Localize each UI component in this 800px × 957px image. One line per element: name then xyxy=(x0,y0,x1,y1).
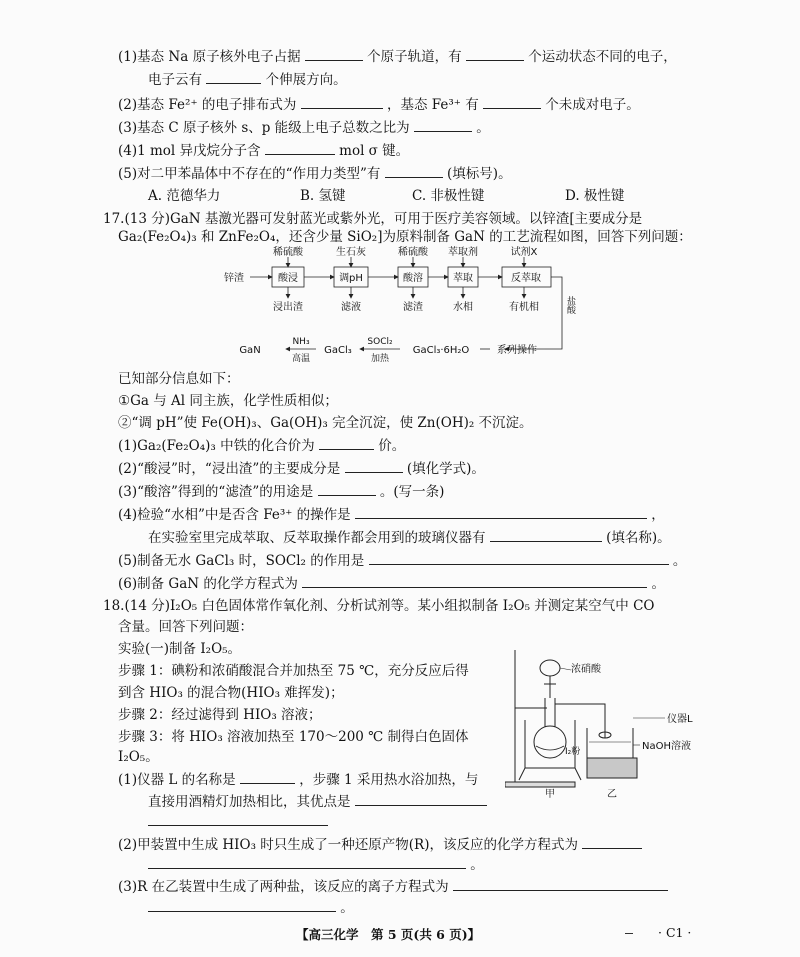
flow-output: 滤渣 xyxy=(403,302,423,313)
flow-reagent: 试剂X xyxy=(510,247,538,258)
process-flow-diagram xyxy=(220,245,580,365)
q17-sub2: (2)“酸浸”时，“浸出渣”的主要成分是 (填化学式)。 xyxy=(118,461,485,477)
flow-reagent: 稀硫酸 xyxy=(398,247,428,258)
delivery-tube xyxy=(555,704,605,738)
apparatus-diagram xyxy=(505,650,705,800)
option-d: D. 极性键 xyxy=(565,188,625,204)
flow-start: 锌渣 xyxy=(224,273,244,284)
page-footer: 【高三化学 第 5 页(共 6 页)】 xyxy=(296,927,481,942)
answer-blank[interactable] xyxy=(490,528,602,542)
q17-sub1: (1)Ga₂(Fe₂O₄)₃ 中铁的化合价为 价。 xyxy=(118,438,406,454)
q18-sub1-cont: 直接用酒精灯加热相比，其优点是 xyxy=(148,792,487,811)
flow-output: 水相 xyxy=(453,302,473,313)
separatory-funnel xyxy=(540,660,560,676)
flow-reagent: 生石灰 xyxy=(336,247,366,258)
q18-step2: 步骤 2：经过滤得到 HIO₃ 溶液； xyxy=(118,707,322,723)
answer-blank[interactable] xyxy=(265,141,335,155)
flow-condition: SOCl₂ xyxy=(367,337,393,347)
q17-sub4: (4)检验“水相”中是否含 Fe³⁺ 的操作是 ， xyxy=(118,507,665,523)
flow-output: 有机相 xyxy=(509,302,539,313)
flow-condition: 高温 xyxy=(291,354,311,364)
q17-info-1: ①Ga 与 Al 同主族，化学性质相似； xyxy=(118,393,338,409)
q18-sub2-cont: 。 xyxy=(148,855,484,874)
answer-blank[interactable] xyxy=(466,47,524,61)
q18-sub2: (2)甲装置中生成 HIO₃ 时只生成了一种还原产物(R)，该反应的化学方程式为 xyxy=(118,835,642,854)
label-yi: 乙 xyxy=(607,789,617,800)
q16-part4: (4)1 mol 异戊烷分子含 mol σ 键。 xyxy=(118,143,410,159)
q18-step1: 步骤 1：碘粉和浓硝酸混合并加热至 75 ℃，充分反应后得 xyxy=(118,663,469,679)
option-a: A. 范德华力 xyxy=(148,188,221,204)
answer-blank[interactable] xyxy=(582,835,642,849)
answer-blank[interactable] xyxy=(318,482,376,496)
flow-final: GaN xyxy=(239,345,261,356)
q18-stem-1: 18.(14 分)I₂O₅ 白色固体常作氧化剂、分析试剂等。某小组拟制备 I₂O₅ 并测定某空气中 CO xyxy=(103,598,655,614)
flow-condition: 加热 xyxy=(370,354,390,364)
lab-jack xyxy=(587,758,637,778)
q18-sub3-cont: 。 xyxy=(148,898,354,917)
answer-blank[interactable] xyxy=(369,551,669,565)
q17-sub6: (6)制备 GaN 的化学方程式为 。 xyxy=(118,576,665,592)
answer-blank[interactable] xyxy=(240,770,295,784)
answer-blank[interactable] xyxy=(301,95,383,109)
q16-part5: (5)对二甲苯晶体中不存在的“作用力类型”有 (填标号)。 xyxy=(118,166,512,182)
answer-blank[interactable] xyxy=(148,898,336,912)
q18-step1-cont: 到含 HIO₃ 的混合物(HIO₃ 难挥发)； xyxy=(118,685,344,701)
q17-sub5: (5)制备无水 GaCl₃ 时，SOCl₂ 的作用是 。 xyxy=(118,553,687,569)
flow-output: 浸出渣 xyxy=(273,302,303,313)
answer-blank[interactable] xyxy=(319,436,374,450)
answer-blank[interactable] xyxy=(345,459,403,473)
flow-reagent: 萃取剂 xyxy=(448,247,478,258)
flow-product: GaCl₃ xyxy=(324,345,352,356)
flow-product: GaCl₃·6H₂O xyxy=(412,345,470,356)
flow-reagent: 稀硫酸 xyxy=(273,247,303,258)
footer-dash xyxy=(625,933,633,934)
q18-step3: 步骤 3：将 HIO₃ 溶液加热至 170～200 ℃ 制得白色固体 xyxy=(118,729,469,745)
q17-info-2: ②“调 pH”使 Fe(OH)₃、Ga(OH)₃ 完全沉淀，使 Zn(OH)₂ 不沉淀。 xyxy=(118,415,533,431)
flow-box: 反萃取 xyxy=(511,273,541,284)
flow-box: 调pH xyxy=(339,273,363,284)
q16-part2: (2)基态 Fe²⁺ 的电子排布式为 ，基态 Fe³⁺ 有 个未成对电子。 xyxy=(118,97,640,113)
label-jia: 甲 xyxy=(545,789,555,800)
q16-part1-cont: 电子云有 个伸展方向。 xyxy=(148,72,347,88)
answer-blank[interactable] xyxy=(483,95,541,109)
answer-blank[interactable] xyxy=(355,792,487,806)
q18-sub1: (1)仪器 L 的名称是 ，步骤 1 采用热水浴加热，与 xyxy=(118,772,479,788)
water-bath xyxy=(525,720,575,768)
q18-step3-cont: I₂O₅。 xyxy=(118,749,159,765)
flow-box: 萃取 xyxy=(453,273,473,284)
q17-sub3: (3)“酸溶”得到的“滤渣”的用途是 。(写一条) xyxy=(118,484,445,500)
page-tag: · C1 · xyxy=(658,925,692,940)
q17-info: 已知部分信息如下： xyxy=(118,371,240,387)
q18-sub1-line2 xyxy=(148,812,328,831)
answer-blank[interactable] xyxy=(414,118,472,132)
answer-blank[interactable] xyxy=(206,70,261,84)
label-i2-powder: I₂粉 xyxy=(565,747,581,757)
q18-stem-2: 含量。回答下列问题： xyxy=(118,619,253,635)
beaker xyxy=(587,728,633,758)
label-naoh: NaOH溶液 xyxy=(642,741,691,752)
q17-stem-2: Ga₂(Fe₂O₄)₃ 和 ZnFe₂O₄，还含少量 SiO₂]为原料制备 GaN 的工艺流程如图，回答下列问题： xyxy=(118,229,692,245)
label-conc-nitric: 浓硝酸 xyxy=(571,664,601,675)
q18-sub3: (3)R 在乙装置中生成了两种盐，该反应的离子方程式为 xyxy=(118,877,668,896)
q17-stem-1: 17.(13 分)GaN 基激光器可发射蓝光或紫外光，可用于医疗美容领域。以锌渣[主要成分是 xyxy=(103,211,643,227)
flow-output: 滤液 xyxy=(341,302,361,313)
answer-blank[interactable] xyxy=(355,505,647,519)
q16-part1: (1)基态 Na 原子核外电子占据 个原子轨道，有 个运动状态不同的电子， xyxy=(118,49,677,65)
flow-condition: NH₃ xyxy=(292,337,310,347)
option-b: B. 氢键 xyxy=(300,188,346,204)
answer-blank[interactable] xyxy=(148,812,328,826)
q17-sub4-cont: 在实验室里完成萃取、反萃取操作都会用到的玻璃仪器有 (填名称)。 xyxy=(148,530,671,546)
q18-experiment: 实验(一)制备 I₂O₅。 xyxy=(118,641,242,657)
answer-blank[interactable] xyxy=(148,855,466,869)
answer-blank[interactable] xyxy=(302,574,647,588)
flow-step: 系列操作 xyxy=(497,345,537,356)
label-instrument-l: 仪器L xyxy=(667,714,693,725)
answer-blank[interactable] xyxy=(385,164,443,178)
flow-side-reagent: 盐酸 xyxy=(565,296,575,314)
flow-box: 酸浸 xyxy=(278,273,298,284)
q16-part3: (3)基态 C 原子核外 s、p 能级上电子总数之比为 。 xyxy=(118,120,490,136)
option-c: C. 非极性键 xyxy=(412,188,485,204)
answer-blank[interactable] xyxy=(305,47,363,61)
flow-box: 酸溶 xyxy=(403,273,423,284)
answer-blank[interactable] xyxy=(453,877,668,891)
round-flask xyxy=(534,726,566,758)
stand-base xyxy=(505,782,575,787)
